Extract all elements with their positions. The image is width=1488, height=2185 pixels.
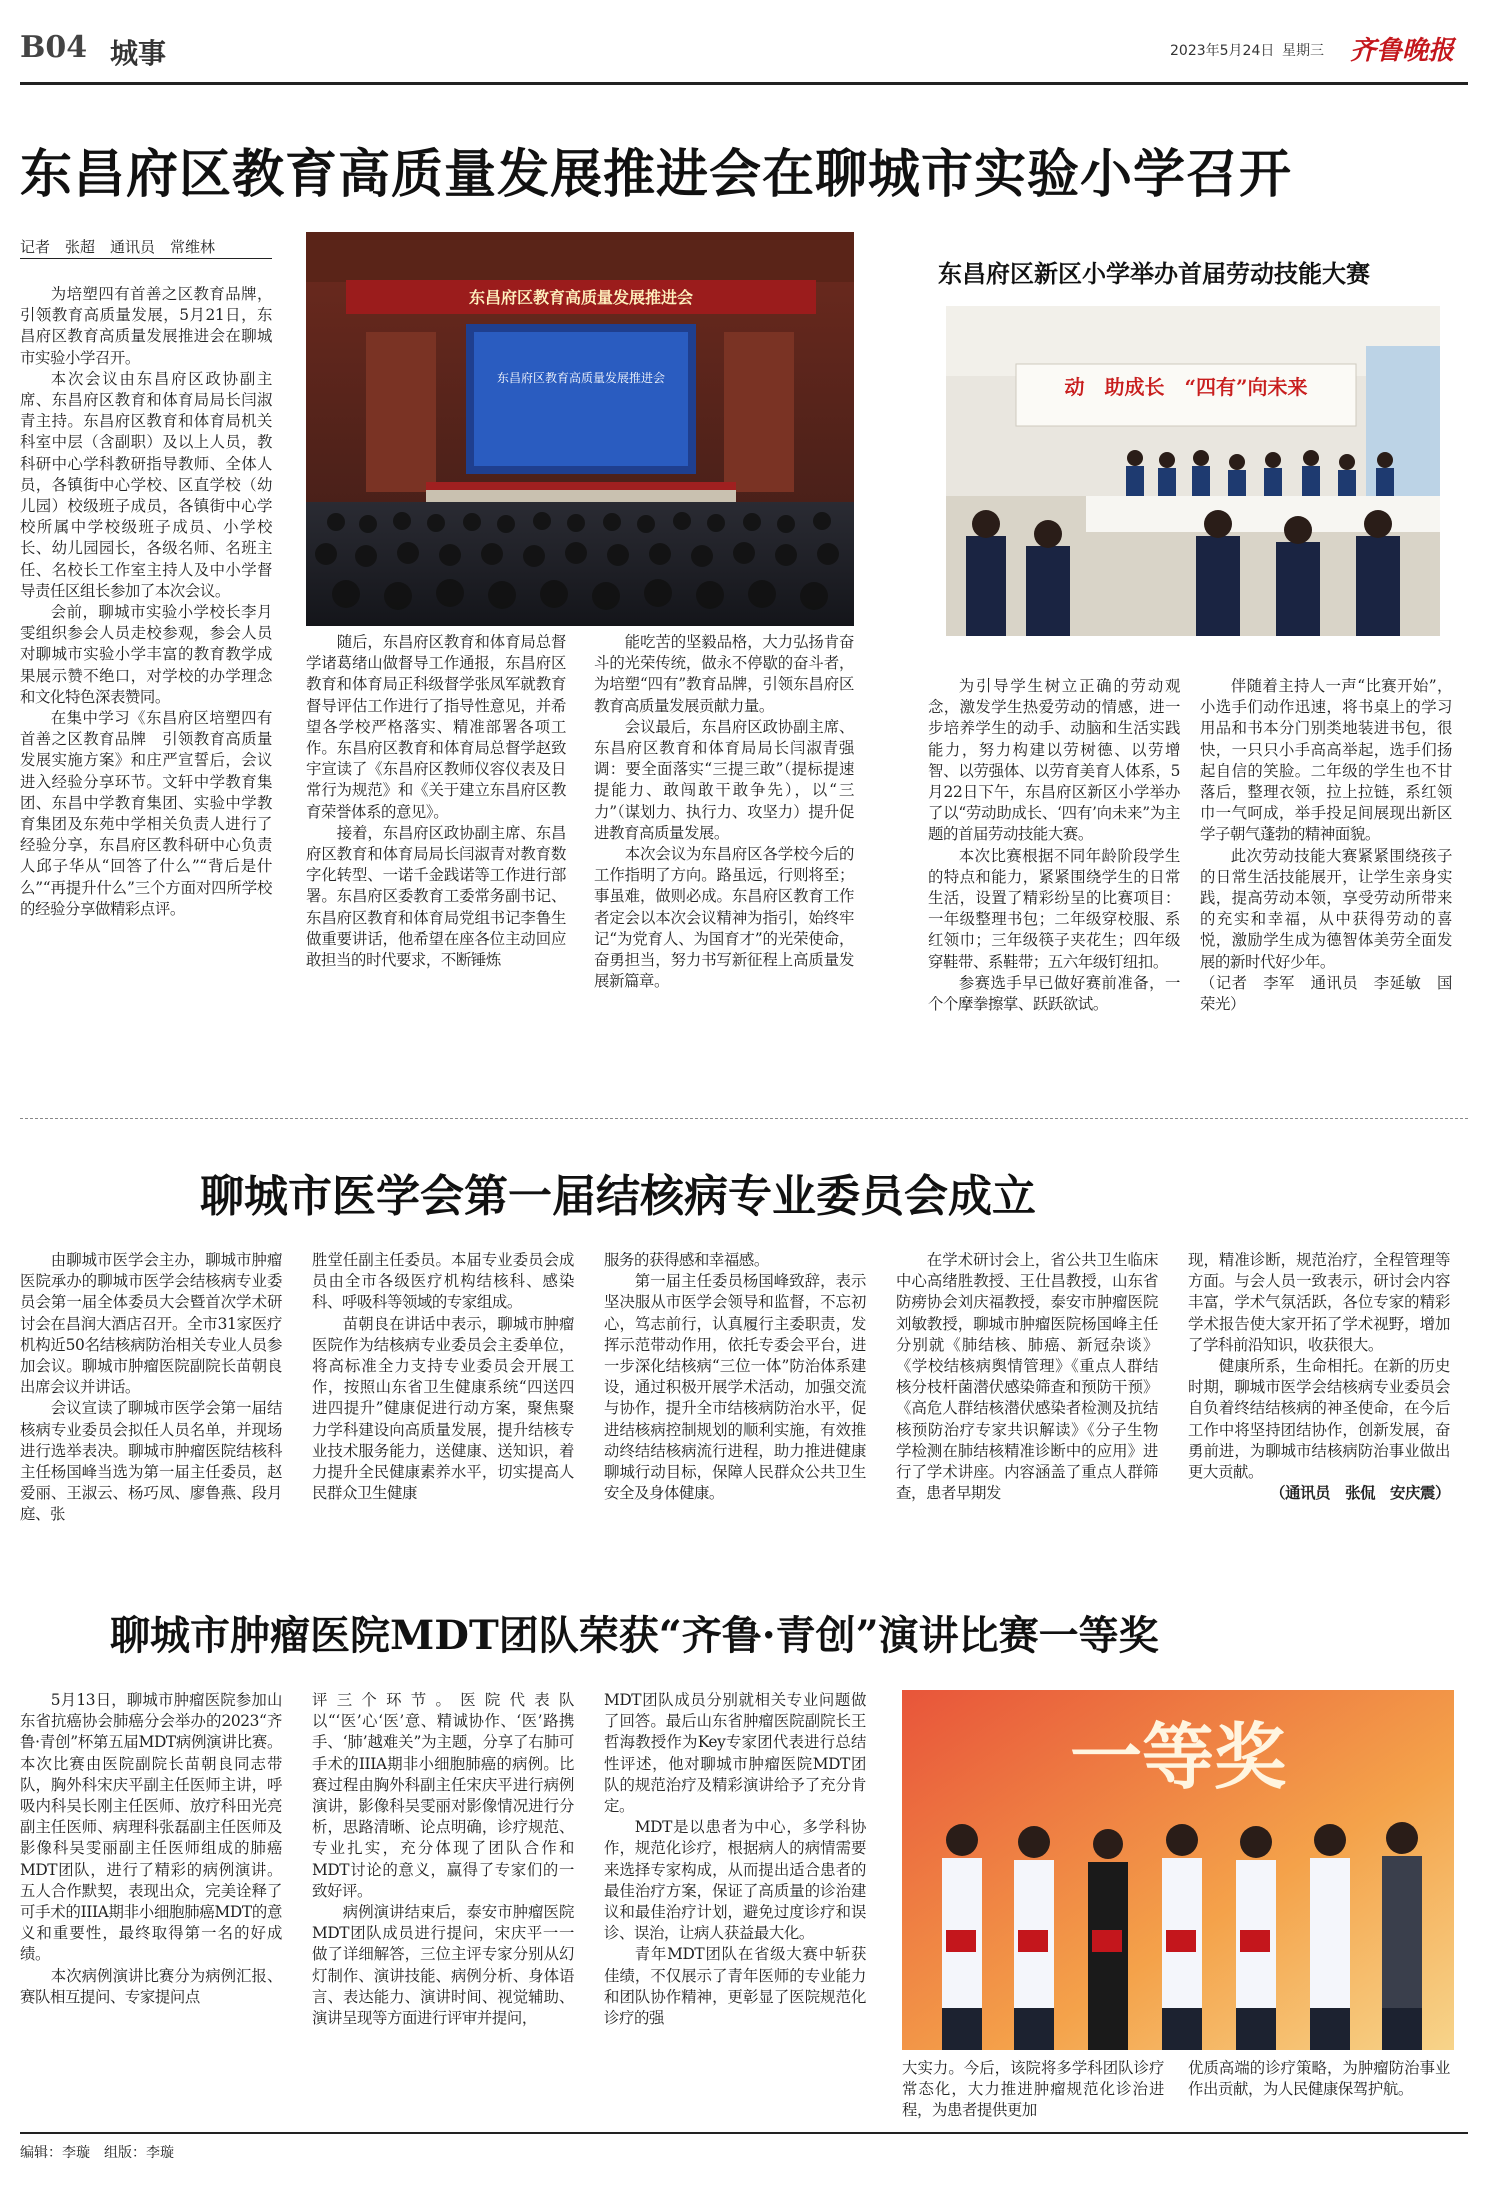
article3-col2: [312, 1250, 574, 1504]
article3-col3: [604, 1250, 866, 1504]
paragraph: 伴随着主持人一声“比赛开始”，小选手们动作迅速，将书桌上的学习用品和书本分门别类地装进书包，很快，一只只小手高高举起，选手们扬起自信的笑脸。二年级的学生也不甘落后，整理衣领，拉上拉链，系红领巾一气呵成，举手投足间展现出新区学子朝气蓬勃的精神面貌。: [1200, 677, 1452, 844]
paragraph: 接着，东昌府区政协副主席、东昌府区教育和体育局局长闫淑青对教育数字化转型、一诺千金践诺等工作进行部署。东昌府区委教育工委常务副书记、东昌府区教育和体育局党组书记李鲁生做重要讲话，他希望在座各位主动回应敢担当的时代要求，不断锤炼: [306, 823, 566, 970]
paragraph: 评三个环节。医院代表队以“‘医’心‘医’意、精诚协作、‘医’路携手、‘肺’越难关”为主题，分享了右肺可手术的IIIA期非小细胞肺癌的病例。比赛过程由胸外科副主任宋庆平进行病例演讲，影像科吴雯丽对影像情况进行分析，思路清晰、论点明确，诊疗规范、专业扎实，充分体现了团队合作和MDT讨论的意义，赢得了专家们的一致好评。: [312, 1691, 574, 1900]
meeting-hall-illustration: [306, 232, 854, 626]
article1-col1: [20, 284, 272, 920]
article4-col5: [1188, 2058, 1450, 2100]
paragraph: 5月13日，聊城市肿瘤医院参加山东省抗癌协会肺癌分会举办的2023“齐鲁·青创”杯第五届MDT病例演讲比赛。本次比赛由医院副院长苗朝良同志带队，胸外科宋庆平副主任医师主讲，呼吸内科吴长刚主任医师、放疗科田光亮副主任医师、病理科张磊副主任医师及影像科吴雯丽副主任医师组成的肺癌MDT团队，进行了精彩的病例演讲。五人合作默契，表现出众，完美诠释了可手术的IIIA期非小细胞肺癌MDT的意义和重要性，最终取得第一名的好成绩。: [20, 1691, 282, 1964]
issue-date: 2023年5月24日: [1170, 43, 1275, 59]
section-name: 城事: [110, 37, 167, 70]
paragraph: MDT团队成员分别就相关专业问题做了回答。最后山东省肿瘤医院副院长王哲海教授作为Key专家团代表进行总结性评述，他对聊城市肿瘤医院MDT团队的规范治疗及精彩演讲给予了充分肯定。: [604, 1691, 866, 1816]
article2-byline: （记者 李军 通讯员 李延敏 国荣光）: [1200, 973, 1452, 1014]
article3-byline: （通讯员 张侃 安庆震）: [1270, 1484, 1450, 1503]
article1-col2: [306, 632, 566, 971]
article2-col2: [1200, 676, 1452, 1015]
article4-col4: [902, 2058, 1164, 2122]
paragraph: 由聊城市医学会主办，聊城市肿瘤医院承办的聊城市医学会结核病专业委员会第一届全体委员大会暨首次学术研讨会在昌润大酒店召开。全市31家医疗机构近50名结核病防治相关专业人员参加会议。聊城市肿瘤医院副院长苗朝良出席会议并讲话。: [20, 1251, 282, 1397]
paragraph: 会前，聊城市实验小学校长李月雯组织参会人员走校参观，参会人员对聊城市实验小学丰富的教育教学成果展示赞不绝口，对学校的办学理念和文化特色深表赞同。: [20, 603, 272, 706]
article1-col3: [594, 632, 854, 992]
article4-headline: 聊城市肿瘤医院MDT团队荣获“齐鲁·青创”演讲比赛一等奖: [110, 1612, 1159, 1659]
paragraph: MDT是以患者为中心，多学科协作，规范化诊疗，根据病人的病情需要来选择专家构成，从而提出适合患者的最佳治疗方案，保证了高质量的诊治建议和最佳治疗计划，避免过度诊疗和误诊、误治，让病人获益最大化。: [604, 1818, 866, 1943]
paragraph: 本次病例演讲比赛分为病例汇报、赛队相互提问、专家提问点: [20, 1966, 282, 2006]
article4-col2: [312, 1690, 574, 2029]
byline-underline: [20, 258, 272, 259]
paragraph: 能吃苦的坚毅品格，大力弘扬肯奋斗的光荣传统，做永不停歇的奋斗者，为培塑“四有”教育品牌，引领东昌府区教育高质量发展贡献力量。: [594, 633, 854, 715]
paragraph: 大实力。今后，该院将多学科团队诊疗常态化，大力推进肿瘤规范化诊治进程，为患者提供更加: [902, 2059, 1164, 2120]
page-code: B04: [20, 30, 88, 65]
paragraph: 随后，东昌府区教育和体育局总督学诸葛绪山做督导工作通报，东昌府区教育和体育局正科级督学张凤军就教育督导评估工作进行了指导性意见，并希望各学校严格落实、精准部署各项工作。东昌府区教育和体育局总督学赵致宇宣读了《东昌府区教师仪容仪表及日常行为规范》和《关于建立东昌府区教育荣誉体系的意见》。: [306, 633, 566, 821]
paragraph: 苗朝良在讲话中表示，聊城市肿瘤医院作为结核病专业委员会主委单位，将高标准全力支持专业委员会开展工作，按照山东省卫生健康系统“四送四进四提升”健康促进行动方案，聚焦聚力学科建设向高质量发展，提升结核专业技术服务能力，送健康、送知识，着力提升全民健康素养水平，切实提高人民群众卫生健康: [312, 1314, 574, 1503]
editor-credit: 编辑：李璇 组版：李璇: [20, 2145, 174, 2161]
page-header: [20, 30, 1468, 70]
paragraph: 病例演讲结束后，泰安市肿瘤医院MDT团队成员进行提问，宋庆平一一做了详细解答，三位主评专家分别从幻灯制作、演讲技能、病例分析、身体语言、表达能力、演讲时间、视觉辅助、演讲呈现等方面进行评审并提问，: [312, 1903, 574, 2028]
article4-col1: [20, 1690, 282, 2008]
banner-text: 东昌府区教育高质量发展推进会: [468, 288, 694, 307]
paragraph: 现，精准诊断，规范治疗，全程管理等方面。与会人员一致表示，研讨会内容丰富，学术气氛活跃，各位专家的精彩学术报告使大家开拓了学术视野，增加了学科前沿知识，收获很大。: [1188, 1251, 1450, 1354]
article2-classroom-photo: [946, 306, 1440, 636]
article3-col1: [20, 1250, 282, 1526]
article2-headline: 东昌府区新区小学举办首届劳动技能大赛: [938, 259, 1370, 288]
header-rule: [20, 82, 1468, 85]
paragraph: 青年MDT团队在省级大赛中斩获佳绩，不仅展示了青年医师的专业能力和团队协作精神，更彰显了医院规范化诊疗的强: [604, 1945, 866, 2028]
article1-meeting-photo: [306, 232, 854, 626]
paragraph: 健康所系，生命相托。在新的历史时期，聊城市医学会结核病专业委员会自负着终结结核病的神圣使命，在今后工作中将坚持团结协作，创新发展，奋勇前进，为聊城市结核病防治事业做出更大贡献。: [1188, 1357, 1450, 1482]
section-divider: [20, 1118, 1468, 1119]
paragraph: 参赛选手早已做好赛前准备，一个个摩拳擦掌、跃跃欲试。: [928, 973, 1180, 1014]
article1-byline: 记者 张超 通讯员 常维林: [20, 238, 216, 256]
paragraph: 此次劳动技能大赛紧紧围绕孩子的日常生活技能展开，让学生亲身实践，提高劳动本领，享受劳动所带来的充实和幸福，从中获得劳动的喜悦，激励学生成为德智体美劳全面发展的新时代好少年。: [1200, 846, 1452, 971]
classroom-illustration: [946, 306, 1440, 636]
brand-logo: 齐鲁晚报: [1350, 36, 1455, 66]
award-ceremony-illustration: [902, 1690, 1454, 2050]
paragraph: 优质高端的诊疗策略，为肿瘤防治事业作出贡献，为人民健康保驾护航。: [1188, 2059, 1450, 2099]
paragraph: 胜堂任副主任委员。本届专业委员会成员由全市各级医疗机构结核科、感染科、呼吸科等领域的专家组成。: [312, 1251, 574, 1312]
paragraph: 服务的获得感和幸福感。: [604, 1251, 769, 1269]
paragraph: 在学术研讨会上，省公共卫生临床中心高绪胜教授、王仕昌教授，山东省防痨协会刘庆福教授，泰安市肿瘤医院刘敏教授，聊城市肿瘤医院杨国峰主任分别就《肺结核、肺癌、新冠杂谈》《学校结核病舆情管理》《重点人群结核分枝杆菌潜伏感染筛查和预防干预》《高危人群结核潜伏感染者检测及抗结核预防治疗专家共识解读》《分子生物学检测在肺结核精准诊断中的应用》进行了学术讲座。内容涵盖了重点人群筛查，患者早期发: [896, 1251, 1158, 1503]
paragraph: 为引导学生树立正确的劳动观念，激发学生热爱劳动的情感，进一步培养学生的动手、动脑和生活实践能力，努力构建以劳树德、以劳增智、以劳强体、以劳育美育人体系，5月22日下午，东昌府区新区小学举办了以“劳动助成长、‘四有’向未来”为主题的首届劳动技能大赛。: [928, 677, 1180, 844]
paragraph: 本次会议为东昌府区各学校今后的工作指明了方向。路虽远，行则将至；事虽难，做则必成。东昌府区教育工作者定会以本次会议精神为指引，始终牢记“为党育人、为国育才”的光荣使命，奋勇担当，努力书写新征程上高质量发展新篇章。: [594, 845, 854, 991]
paragraph: 会议宣读了聊城市医学会第一届结核病专业委员会拟任人员名单，并现场进行选举表决。聊城市肿瘤医院结核科主任杨国峰当选为第一届主任委员，赵爱丽、王淑云、杨巧凤、廖鲁燕、段月庭、张: [20, 1399, 282, 1524]
article3-headline: 聊城市医学会第一届结核病专业委员会成立: [200, 1171, 1036, 1222]
classroom-banner-text: 动 助成长 “四有”向未来: [1064, 375, 1308, 399]
paragraph: 会议最后，东昌府区政协副主席、东昌府区教育和体育局局长闫淑青强调：要全面落实“三提三敢”（提标提速提能力、敢闯敢干敢争先），以“三力”（谋划力、执行力、攻坚力）提升促进教育高质量发展。: [594, 717, 854, 842]
paragraph: 第一届主任委员杨国峰致辞，表示坚决服从市医学会领导和监督，不忘初心，笃志前行，认真履行主委职责，发挥示范带动作用，依托专委会平台，进一步深化结核病“三位一体”防治体系建设，通过积极开展学术活动，加强交流与协作，提升全市结核病防治水平，促进结核病控制规划的顺利实施，有效推动终结结核病流行进程，助力推进健康聊城行动目标，保障人民群众公共卫生安全及身体健康。: [604, 1272, 866, 1503]
article4-col3: [604, 1690, 866, 2029]
issue-weekday: 星期三: [1282, 43, 1324, 59]
footer-rule: [20, 2132, 1468, 2134]
award-banner-text: 一等奖: [1069, 1714, 1287, 1799]
paragraph: 本次比赛根据不同年龄阶段学生的特点和能力，紧紧围绕学生的日常生活，设置了精彩纷呈的比赛项目：一年级整理书包；二年级穿校服、系红领巾；三年级筷子夹花生；四年级穿鞋带、系鞋带；五六年级钉纽扣。: [928, 846, 1180, 971]
screen-text: 东昌府区教育高质量发展推进会: [496, 371, 666, 385]
article3-col5: [1188, 1250, 1450, 1504]
article4-award-photo: [902, 1690, 1454, 2050]
paragraph: 在集中学习《东昌府区培塑四有首善之区教育品牌 引领教育高质量发展实施方案》和庄严宣誓后，会议进入经验分享环节。文轩中学教育集团、东昌中学教育集团、实验中学教育集团及东苑中学相关负责人进行了经验分享，东昌府区教科研中心负责人邱子华从“回答了什么”“背后是什么”“再提升什么”三个方面对四所学校的经验分享做精彩点评。: [20, 709, 272, 918]
article1-headline: 东昌府区教育高质量发展推进会在聊城市实验小学召开: [20, 144, 1293, 205]
paragraph: 为培塑四有首善之区教育品牌，引领教育高质量发展，5月21日，东昌府区教育高质量发展推进会在聊城市实验小学召开。: [20, 285, 272, 367]
article2-col1: [928, 676, 1180, 1015]
paragraph: 本次会议由东昌府区政协副主席、东昌府区教育和体育局局长闫淑青主持。东昌府区教育和体育局机关科室中层（含副职）及以上人员，教科研中心学科教研指导教师、全体人员，各镇街中心学校、区直学校（幼儿园）校级班子成员，各镇街中心学校所属中学校级班子成员、小学校长、幼儿园园长，各级名师、名班主任、名校长工作室主持人及中小学督导责任区组长参加了本次会议。: [20, 369, 272, 600]
article3-col4: [896, 1250, 1158, 1504]
